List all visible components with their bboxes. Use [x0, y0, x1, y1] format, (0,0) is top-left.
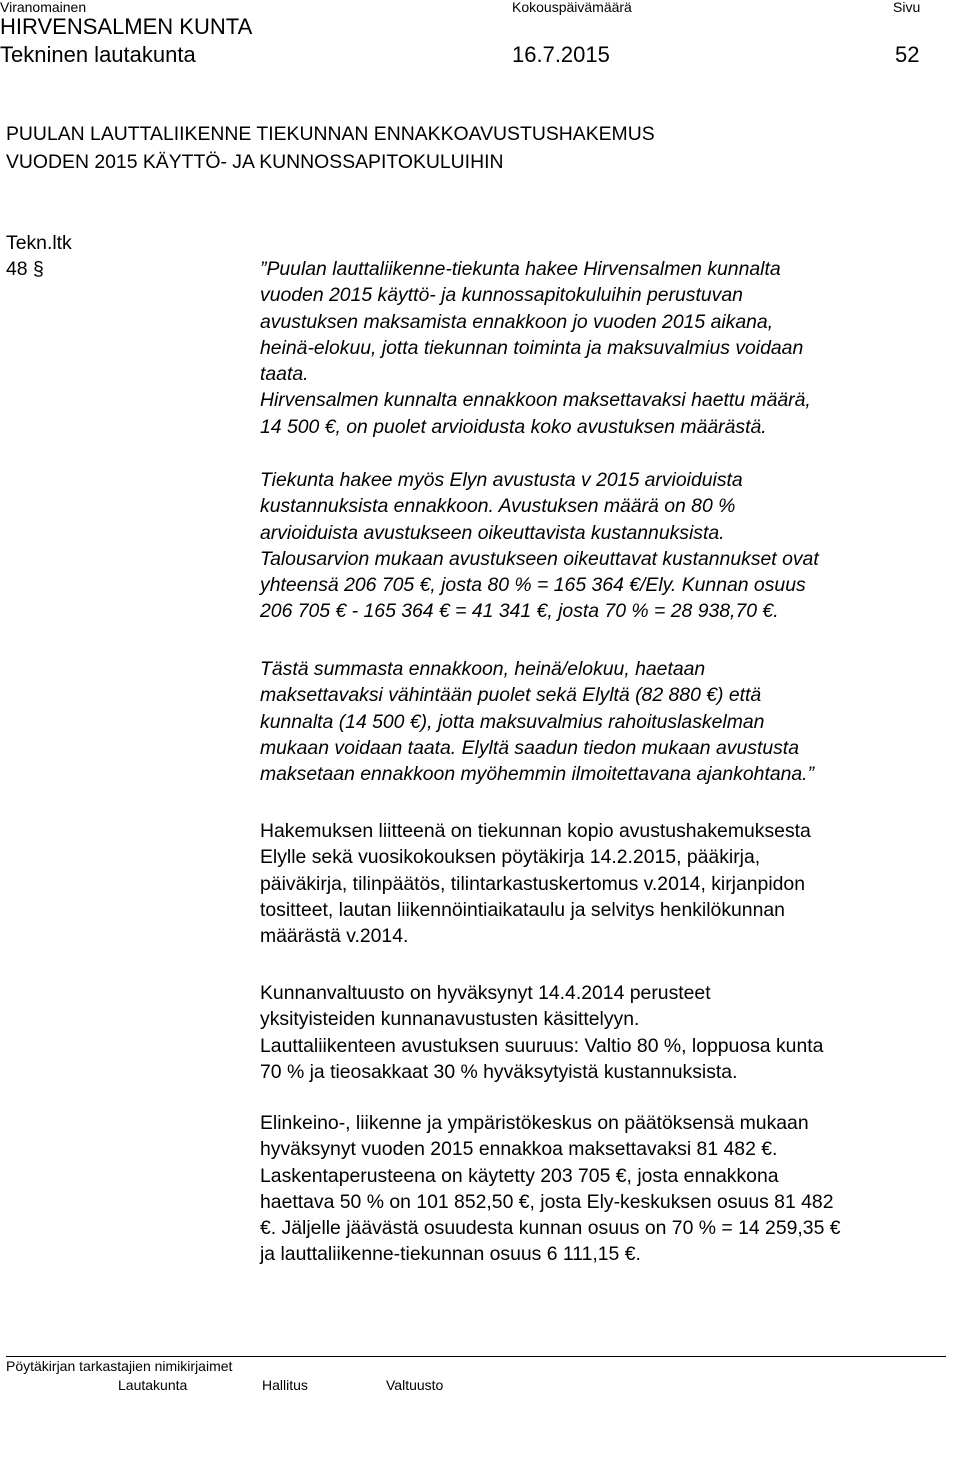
ely-funding-paragraph — [260, 467, 950, 625]
text-line: haettava 50 % on 101 852,50 €, josta Ely-keskuksen osuus 81 482 — [260, 1190, 834, 1213]
text-line: Kunnanvaltuusto on hyväksynyt 14.4.2014 perusteet — [260, 982, 711, 1004]
text-line: taata. — [260, 363, 309, 386]
ely-decision-paragraph — [260, 1110, 950, 1268]
section-number: 48 § — [6, 258, 44, 280]
text-line: €. Jäljelle jäävästä osuudesta kunnan osuus on 70 % = 14 259,35 € — [260, 1217, 841, 1240]
text-line: mukaan voidaan taata. Elyltä saadun tiedon mukaan avustusta — [260, 736, 799, 759]
document-title — [6, 120, 655, 176]
text-line: yhteensä 206 705 €, josta 80 % = 165 364 €/Ely. Kunnan osuus — [260, 574, 806, 597]
authority-label: Viranomainen — [0, 0, 87, 15]
text-line: maksettavaksi vähintään puolet sekä Elyltä (82 880 €) että — [260, 684, 762, 707]
text-line: Tiekunta hakee myös Elyn avustusta v 2015 arvioiduista — [260, 469, 743, 491]
text-line: hyväksynyt vuoden 2015 ennakkoa maksettavaksi 81 482 €. — [260, 1138, 778, 1161]
text-line: kustannuksista ennakkoon. Avustuksen määrä on 80 % — [260, 495, 736, 518]
meeting-date-label: Kokouspäivämäärä — [512, 0, 632, 15]
text-line: kunnalta (14 500 €), jotta maksuvalmius rahoituslaskelman — [260, 710, 765, 733]
footer-caption: Pöytäkirjan tarkastajien nimikirjaimet — [6, 1358, 233, 1374]
text-line: ”Puulan lauttaliikenne-tiekunta hakee Hirvensalmen kunnalta — [260, 258, 781, 280]
text-line: Hirvensalmen kunnalta ennakkoon maksettavaksi haettu määrä, — [260, 389, 811, 412]
text-line: ja lauttaliikenne-tiekunnan osuus 6 111,15 €. — [260, 1243, 641, 1266]
footer-roles — [0, 1377, 960, 1395]
advance-request-paragraph — [260, 656, 950, 787]
footer-role-government: Hallitus — [262, 1377, 308, 1393]
footer-role-board: Lautakunta — [118, 1377, 188, 1393]
organization-name: HIRVENSALMEN KUNTA — [0, 14, 253, 39]
text-line: vuoden 2015 käyttö- ja kunnossapitokuluihin perustuvan — [260, 284, 743, 307]
text-line: arvioiduista avustukseen oikeuttavista kustannuksista. — [260, 521, 725, 544]
header-labels — [0, 0, 960, 15]
text-line: Elinkeino-, liikenne ja ympäristökeskus on päätöksensä mukaan — [260, 1112, 809, 1134]
text-line: Laskentaperusteena on käytetty 203 705 €, josta ennakkona — [260, 1164, 779, 1187]
meeting-date: 16.7.2015 — [512, 42, 610, 67]
page-number: 52 — [895, 42, 920, 67]
text-line: Lauttaliikenteen avustuksen suuruus: Valtio 80 %, loppuosa kunta — [260, 1034, 824, 1057]
text-line: Hakemuksen liitteenä on tiekunnan kopio avustushakemuksesta — [260, 820, 811, 842]
quoted-application-paragraph — [260, 256, 950, 440]
text-line: 14 500 €, on puolet arvioidusta koko avustuksen määrästä. — [260, 415, 767, 438]
text-line: heinä-elokuu, jotta tiekunnan toiminta ja maksuvalmius voidaan — [260, 336, 804, 359]
committee-reference: Tekn.ltk — [6, 232, 72, 254]
text-line: Elylle sekä vuosikokouksen pöytäkirja 14.2.2015, pääkirja, — [260, 846, 761, 869]
council-decision-paragraph — [260, 980, 950, 1085]
text-line: tositteet, lautan liikennöintiaikataulu ja selvitys henkilökunnan — [260, 898, 785, 921]
footer-divider — [6, 1356, 946, 1357]
text-line: Tästä summasta ennakkoon, heinä/elokuu, haetaan — [260, 658, 706, 680]
footer-role-council: Valtuusto — [386, 1377, 444, 1393]
text-line: yksityisteiden kunnanavustusten käsittelyyn. — [260, 1008, 640, 1031]
board-name: Tekninen lautakunta — [0, 42, 196, 67]
text-line: määrästä v.2014. — [260, 925, 409, 948]
attachments-paragraph — [260, 818, 950, 949]
page-label: Sivu — [893, 0, 921, 15]
text-line: maksetaan ennakkoon myöhemmin ilmoitettavana ajankohtana.” — [260, 763, 815, 786]
text-line: Talousarvion mukaan avustukseen oikeuttavat kustannukset ovat — [260, 547, 819, 570]
text-line: 70 % ja tieosakkaat 30 % hyväksytyistä kustannuksista. — [260, 1060, 738, 1083]
text-line: päiväkirja, tilinpäätös, tilintarkastuskertomus v.2014, kirjanpidon — [260, 872, 806, 895]
title-line: PUULAN LAUTTALIIKENNE TIEKUNNAN ENNAKKOAVUSTUSHAKEMUS — [6, 123, 655, 145]
title-line: VUODEN 2015 KÄYTTÖ- JA KUNNOSSAPITOKULUIHIN — [6, 151, 504, 173]
text-line: avustuksen maksamista ennakkoon jo vuoden 2015 aikana, — [260, 310, 774, 333]
text-line: 206 705 € - 165 364 € = 41 341 €, josta 70 % = 28 938,70 €. — [260, 600, 779, 623]
